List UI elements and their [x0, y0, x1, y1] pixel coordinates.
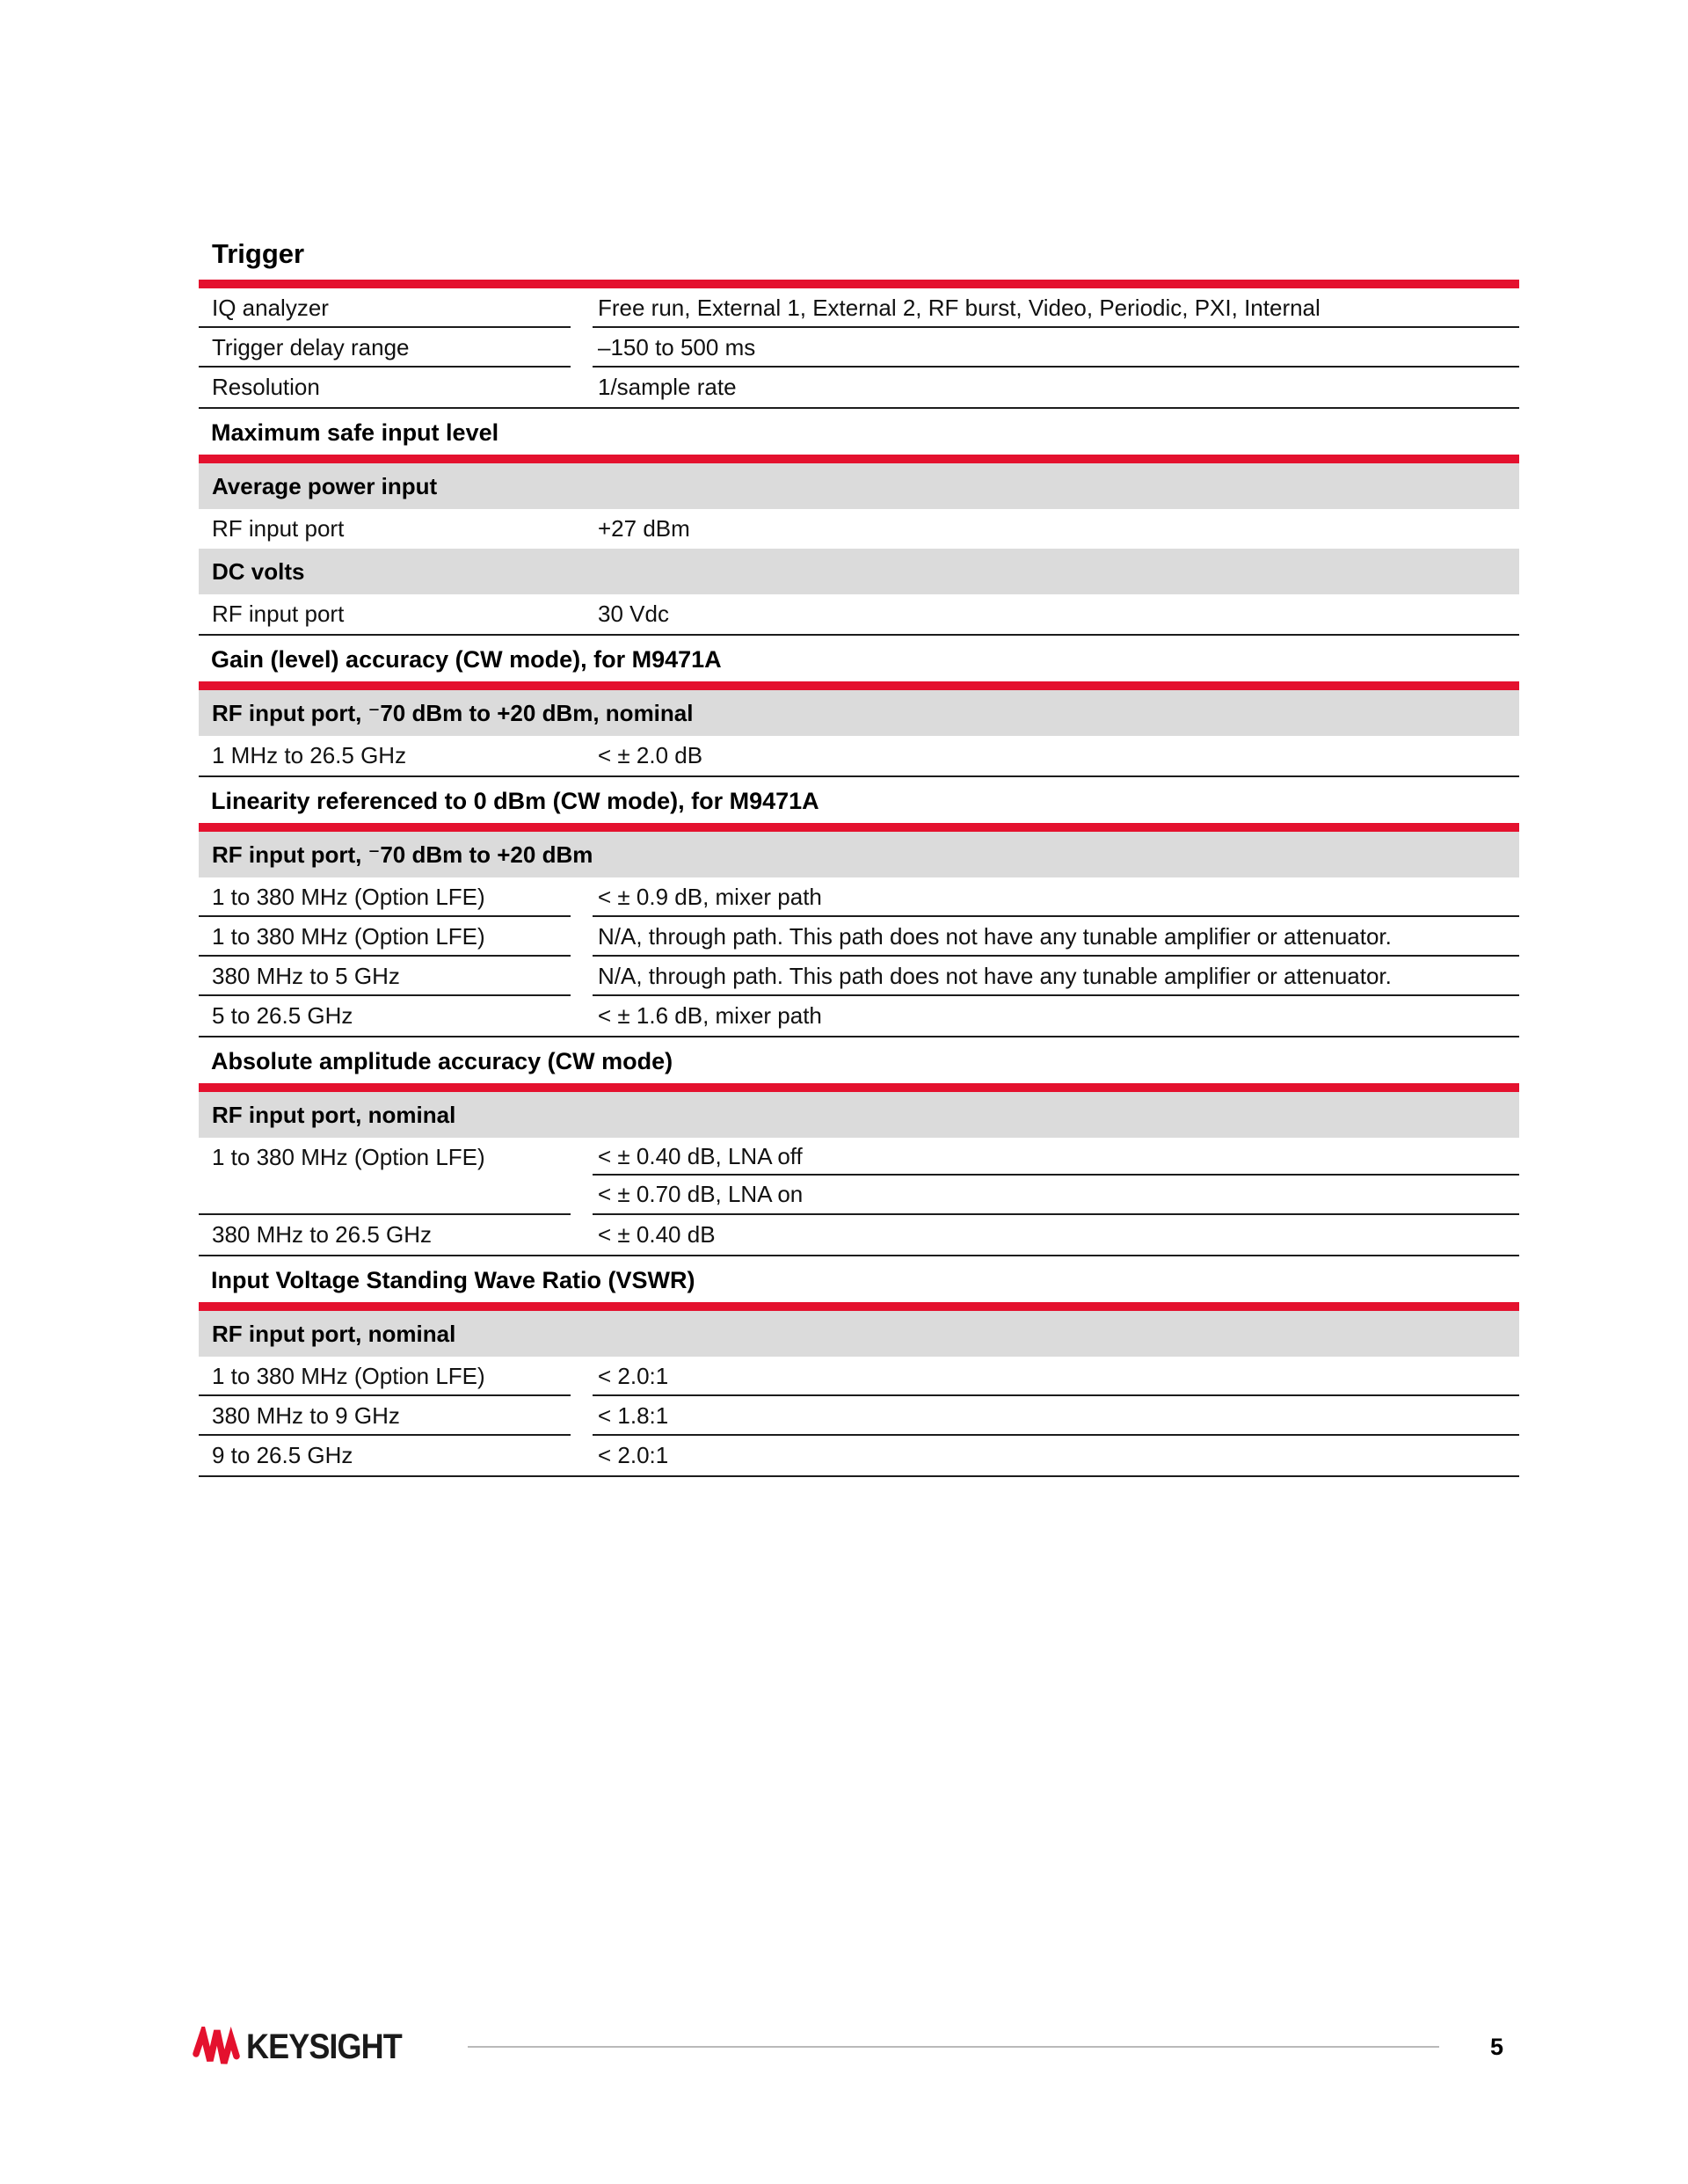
subsection-band: RF input port, ⁻70 dBm to +20 dBm — [199, 832, 1519, 877]
table-row — [199, 288, 1519, 328]
spec-label: 5 to 26.5 GHz — [212, 1002, 353, 1029]
spec-label: 1 to 380 MHz (Option LFE) — [199, 1357, 571, 1396]
keysight-logo — [192, 2027, 418, 2067]
spec-value: < ± 0.40 dB — [598, 1221, 716, 1248]
keysight-spark-icon — [192, 2027, 241, 2067]
spec-value: < 2.0:1 — [593, 1357, 1519, 1396]
spec-table-max-safe — [199, 463, 1519, 636]
spec-value-stack — [593, 1138, 1519, 1215]
subsection-band: RF input port, nominal — [199, 1311, 1519, 1357]
section-heading-abs-amplitude: Absolute amplitude accuracy (CW mode) — [211, 1048, 673, 1074]
spec-value: < ± 0.70 dB, LNA on — [598, 1181, 804, 1207]
spec-label: Resolution — [212, 374, 320, 400]
spec-document-content — [199, 0, 1519, 1477]
subsection-band: Average power input — [199, 463, 1519, 509]
keysight-logo-text: KEYSIGHT — [246, 2027, 402, 2066]
table-row — [199, 594, 1519, 634]
table-row — [199, 1357, 1519, 1396]
table-row — [199, 736, 1519, 775]
spec-table-gain-accuracy — [199, 690, 1519, 777]
accent-bar-gain-accuracy — [199, 681, 1519, 690]
spec-value: N/A, through path. This path does not have any tunable amplifier or attenuator. — [593, 917, 1519, 957]
spec-label: IQ analyzer — [199, 288, 571, 328]
table-row — [199, 1436, 1519, 1475]
table-row — [199, 368, 1519, 407]
spec-value: –150 to 500 ms — [593, 328, 1519, 368]
spec-label: RF input port — [212, 601, 345, 627]
table-row — [199, 328, 1519, 368]
section-heading-gain-accuracy: Gain (level) accuracy (CW mode), for M9471A — [211, 646, 722, 673]
spec-label: 9 to 26.5 GHz — [212, 1442, 353, 1468]
spec-value: N/A, through path. This path does not have any tunable amplifier or attenuator. — [593, 957, 1519, 996]
spec-value: < ± 2.0 dB — [598, 742, 703, 768]
table-row — [199, 1396, 1519, 1436]
subsection-band: RF input port, nominal — [199, 1092, 1519, 1138]
spec-label: 1 to 380 MHz (Option LFE) — [199, 877, 571, 917]
spec-value: +27 dBm — [598, 515, 690, 542]
spec-table-abs-amplitude — [199, 1092, 1519, 1256]
table-row-spanned — [199, 1138, 1519, 1215]
spec-value: 30 Vdc — [598, 601, 669, 627]
spec-label: 380 MHz to 5 GHz — [199, 957, 571, 996]
accent-bar-max-safe — [199, 455, 1519, 463]
spec-label: RF input port — [212, 515, 345, 542]
spec-label: 380 MHz to 9 GHz — [199, 1396, 571, 1436]
spec-value: < ± 0.40 dB, LNA off — [593, 1138, 1519, 1176]
table-row — [199, 957, 1519, 996]
spec-value: < ± 0.9 dB, mixer path — [593, 877, 1519, 917]
spec-label: 1 to 380 MHz (Option LFE) — [199, 1138, 571, 1215]
spec-label: 1 MHz to 26.5 GHz — [212, 742, 407, 768]
table-row — [199, 877, 1519, 917]
footer-divider — [468, 2046, 1438, 2048]
page-title: Trigger — [212, 238, 305, 269]
page-number: 5 — [1489, 2033, 1503, 2060]
table-row — [199, 509, 1519, 549]
spec-table-linearity — [199, 832, 1519, 1037]
spec-table-vswr — [199, 1311, 1519, 1477]
accent-bar-trigger — [199, 280, 1519, 288]
table-row — [199, 1215, 1519, 1255]
accent-bar-linearity — [199, 823, 1519, 832]
spec-value: 1/sample rate — [598, 374, 737, 400]
spec-table-trigger — [199, 288, 1519, 409]
page-footer — [192, 2024, 1503, 2070]
subsection-band: DC volts — [199, 549, 1519, 594]
spec-label: 380 MHz to 26.5 GHz — [212, 1221, 432, 1248]
subsection-band: RF input port, ⁻70 dBm to +20 dBm, nominal — [199, 690, 1519, 736]
spec-value: Free run, External 1, External 2, RF burst, Video, Periodic, PXI, Internal — [593, 288, 1519, 328]
spec-value: < 2.0:1 — [598, 1442, 669, 1468]
accent-bar-abs-amplitude — [199, 1083, 1519, 1092]
table-row — [199, 996, 1519, 1036]
accent-bar-vswr — [199, 1302, 1519, 1311]
section-heading-linearity: Linearity referenced to 0 dBm (CW mode), for M9471A — [211, 788, 819, 814]
table-row — [199, 917, 1519, 957]
spec-value: < ± 1.6 dB, mixer path — [598, 1002, 822, 1029]
spec-label: 1 to 380 MHz (Option LFE) — [199, 917, 571, 957]
spec-label: Trigger delay range — [199, 328, 571, 368]
section-heading-vswr: Input Voltage Standing Wave Ratio (VSWR) — [211, 1267, 695, 1293]
spec-value: < 1.8:1 — [593, 1396, 1519, 1436]
section-heading-max-safe: Maximum safe input level — [211, 419, 499, 446]
